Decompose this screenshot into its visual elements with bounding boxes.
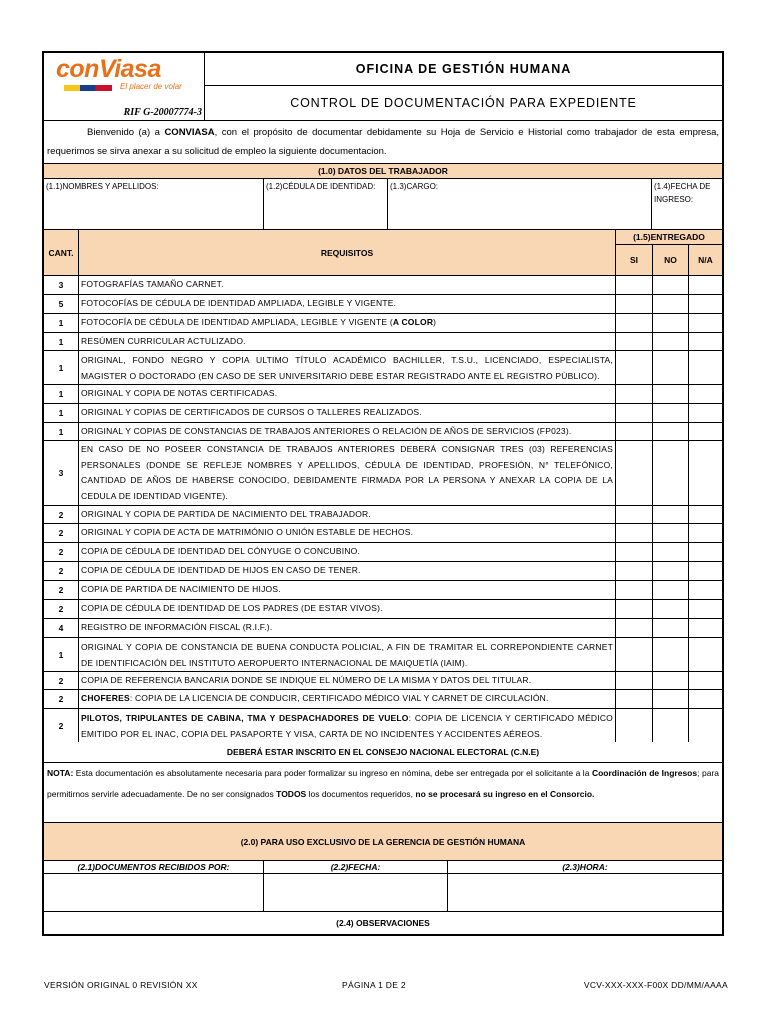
checkbox-na[interactable] <box>689 351 722 384</box>
table-row <box>44 672 722 690</box>
row-requisito <box>79 543 616 561</box>
checkbox-na[interactable] <box>689 619 722 637</box>
requisito-text: FOTOCOFÍA DE CÉDULA DE IDENTIDAD AMPLIADA, LEGIBLE Y VIGENTE ( <box>81 317 393 328</box>
entregado-title: (1.5)ENTREGADO <box>616 230 722 245</box>
checkbox-no[interactable] <box>653 709 689 742</box>
requisito-text: COPIA DE CÉDULA DE IDENTIDAD DE LOS PADRES (DE ESTAR VIVOS). <box>81 603 383 614</box>
checkbox-si[interactable] <box>616 423 653 440</box>
requisito-text-wrap <box>81 424 571 440</box>
conviasa-logo: conViasa <box>56 55 161 83</box>
row-cant: 2 <box>44 581 79 599</box>
checkbox-no[interactable] <box>653 333 689 350</box>
checkbox-no[interactable] <box>653 404 689 422</box>
checkbox-na[interactable] <box>689 423 722 440</box>
observaciones-label: (2.4) OBSERVACIONES <box>336 918 430 928</box>
control-title: CONTROL DE DOCUMENTACIÓN PARA EXPEDIENTE <box>290 96 637 110</box>
row-requisito <box>79 276 616 294</box>
requisito-bold: A COLOR <box>392 317 434 328</box>
row-cant: 2 <box>44 543 79 561</box>
checkbox-no[interactable] <box>653 600 689 618</box>
row-cant: 2 <box>44 524 79 542</box>
table-row <box>44 619 722 638</box>
checkbox-no[interactable] <box>653 543 689 561</box>
row-requisito <box>79 295 616 313</box>
logo-slogan: El placer de volar <box>120 82 182 91</box>
checkbox-si[interactable] <box>616 333 653 350</box>
row-requisito <box>79 404 616 422</box>
checkbox-no[interactable] <box>653 638 689 671</box>
checkbox-na[interactable] <box>689 543 722 561</box>
requisito-text-wrap <box>81 315 436 331</box>
requisito-text-wrap <box>81 405 422 421</box>
checkbox-no[interactable] <box>653 506 689 523</box>
row-cant: 1 <box>44 351 79 384</box>
requisito-text-wrap <box>81 691 549 707</box>
nota-b2: TODOS <box>276 789 307 799</box>
row-requisito <box>79 581 616 599</box>
nota-b3: no se procesará su ingreso en el Consorcio. <box>415 789 595 799</box>
requisito-text: : COPIA DE LA LICENCIA DE CONDUCIR, CERTIFICADO MÉDICO VIAL Y CARNET DE CIRCULACIÓN. <box>129 693 549 704</box>
requisito-text-wrap <box>81 525 413 541</box>
checkbox-no[interactable] <box>653 581 689 599</box>
section2-title: (2.0) PARA USO EXCLUSIVO DE LA GERENCIA DE GESTIÓN HUMANA <box>44 823 722 861</box>
cargo-label: (1.3)CARGO: <box>390 182 439 191</box>
row-cant: 1 <box>44 638 79 671</box>
row-cant: 1 <box>44 333 79 350</box>
col-na: N/A <box>689 245 722 275</box>
checkbox-na[interactable] <box>689 441 722 505</box>
requisito-text: : COPIA DE LICENCIA Y CERTIFICADO MÉDICO EMITIDO POR EL INAC, COPIA DEL PASAPORTE Y VISA, CARTA DE NO INCIDENTES Y ACCIDENTES AÉREOS. <box>81 713 613 739</box>
table-row <box>44 543 722 562</box>
fecha-ingreso-label: (1.4)FECHA DE INGRESO: <box>654 182 711 204</box>
table-row <box>44 333 722 351</box>
checkbox-na[interactable] <box>689 404 722 422</box>
row-cant: 1 <box>44 423 79 440</box>
requisito-text: ORIGINAL Y COPIA DE CONSTANCIA DE BUENA CONDUCTA POLICIAL, A FIN DE TRAMITAR EL CORREPONDIENTE CARNET DE IDENTIFICACIÓN DEL INSTITUTO AEROPUERTO INTERNACIONAL DE MAIQUETÍA (IAIM). <box>81 642 613 668</box>
checkbox-no[interactable] <box>653 385 689 403</box>
requisito-text: RESÚMEN CURRICULAR ACTULIZADO. <box>81 335 246 346</box>
recibidos-field[interactable] <box>44 874 264 911</box>
requisito-bold-prefix: PILOTOS, TRIPULANTES DE CABINA, TMA Y DESPACHADORES DE VUELO <box>81 713 409 723</box>
header-titles <box>205 53 722 120</box>
checkbox-na[interactable] <box>689 638 722 671</box>
reception-fields <box>44 874 722 912</box>
requisito-text: FOTOCOFÍAS DE CÉDULA DE IDENTIDAD AMPLIADA, LEGIBLE Y VIGENTE. <box>81 298 397 309</box>
requisito-text: ORIGINAL, FONDO NEGRO Y COPIA ULTIMO TÍTULO ACADÉMICO BACHILLER, T.S.U., LICENCIADO, ESPECIALISTA, MAGISTER O DOCTORADO (EN CASO DE SER UNIVERSITARIO DEBE ESTAR REGISTRADO ANTE EL REGISTRO PÚBLICO). <box>81 355 613 381</box>
requisito-text: FOTOGRAFÍAS TAMAÑO CARNET. <box>81 279 224 290</box>
row-cant: 2 <box>44 562 79 580</box>
row-requisito <box>79 600 616 618</box>
checkbox-no[interactable] <box>653 690 689 708</box>
row-cant: 2 <box>44 690 79 708</box>
row-requisito <box>79 562 616 580</box>
nota-label: NOTA: <box>47 768 74 778</box>
row-cant: 1 <box>44 314 79 332</box>
row-requisito <box>79 638 616 671</box>
checkbox-si[interactable] <box>616 276 653 294</box>
table-row <box>44 506 722 524</box>
table-row <box>44 581 722 600</box>
checkbox-no[interactable] <box>653 441 689 505</box>
requisito-text: COPIA DE CÉDULA DE IDENTIDAD DEL CÓNYUGE O CONCUBINO. <box>81 546 361 557</box>
row-requisito <box>79 506 616 523</box>
checkbox-si[interactable] <box>616 581 653 599</box>
requisito-after: ) <box>433 317 437 328</box>
col-si: SI <box>616 245 653 275</box>
checkbox-na[interactable] <box>689 333 722 350</box>
cargo-field[interactable] <box>388 179 652 229</box>
col-cant: CANT. <box>44 230 79 275</box>
requisito-text-wrap <box>81 386 277 402</box>
requisito-text-wrap <box>81 507 371 523</box>
checkbox-no[interactable] <box>653 524 689 542</box>
requisito-text-wrap <box>81 296 396 312</box>
rif-number: RIF G-20007774-3 <box>123 107 202 118</box>
requisito-text: EN CASO DE NO POSEER CONSTANCIA DE TRABAJOS ANTERIORES DEBERÁ CONSIGNAR TRES (03) REFERENCIAS PERSONALES (DONDE SE REFLEJE NOMBRES Y APELLIDOS, CÉDULA DE IDENTIDAD, PROFESIÓN, N° TELEFÓNICO, CANTIDAD DE AÑOS DE HABERSE CONOCIDO, DEBIDAMENTE FIRMADA POR LA PERSONA Y ANEXAR LA COPIA DE LA CEDULA DE IDENTIDAD VIGENTE). <box>81 444 613 501</box>
office-title: OFICINA DE GESTIÓN HUMANA <box>205 53 722 86</box>
checkbox-si[interactable] <box>616 441 653 505</box>
table-row <box>44 638 722 672</box>
table-row <box>44 524 722 543</box>
checkbox-na[interactable] <box>689 385 722 403</box>
table-row <box>44 709 722 742</box>
nota-b1: Coordinación de Ingresos <box>591 768 698 778</box>
row-cant: 2 <box>44 709 79 742</box>
checkbox-no[interactable] <box>653 295 689 313</box>
reception-header <box>44 861 722 874</box>
requisito-text-wrap <box>81 355 613 381</box>
checkbox-si[interactable] <box>616 314 653 332</box>
table-row <box>44 404 722 423</box>
row-cant: 1 <box>44 385 79 403</box>
requisito-text-wrap <box>81 713 613 739</box>
row-cant: 1 <box>44 404 79 422</box>
checkbox-si[interactable] <box>616 672 653 689</box>
nota-t2: ; para permitirnos servirle adecuadamente. De no ser consignados <box>47 768 719 799</box>
requisito-text: COPIA DE CÉDULA DE IDENTIDAD DE HIJOS EN CASO DE TENER. <box>81 565 361 576</box>
welcome-paragraph <box>44 121 722 164</box>
logo-flag-bar <box>64 85 112 91</box>
row-cant: 3 <box>44 276 79 294</box>
table-row <box>44 562 722 581</box>
worker-data-row <box>44 179 722 230</box>
row-requisito <box>79 709 616 742</box>
row-cant: 5 <box>44 295 79 313</box>
row-requisito <box>79 524 616 542</box>
nombres-label: (1.1)NOMBRES Y APELLIDOS: <box>46 182 159 191</box>
checkbox-si[interactable] <box>616 638 653 671</box>
requisito-text: ORIGINAL Y COPIA DE ACTA DE MATRIMÓNIO O UNIÓN ESTABLE DE HECHOS. <box>81 527 414 538</box>
checkbox-no[interactable] <box>653 562 689 580</box>
checkbox-si[interactable] <box>616 385 653 403</box>
checkbox-na[interactable] <box>689 690 722 708</box>
table-row <box>44 351 722 385</box>
requisito-text-wrap <box>81 544 360 560</box>
checkbox-si[interactable] <box>616 709 653 742</box>
checkbox-no[interactable] <box>653 672 689 689</box>
requisito-text-wrap <box>81 563 361 579</box>
table-row <box>44 441 722 506</box>
requisito-text: REGISTRO DE INFORMACIÓN FISCAL (R.I.F.). <box>81 622 273 633</box>
table-row <box>44 690 722 709</box>
requisito-text-wrap <box>81 334 246 350</box>
checkbox-si[interactable] <box>616 690 653 708</box>
row-cant: 4 <box>44 619 79 637</box>
requisito-text: ORIGINAL Y COPIAS DE CERTIFICADOS DE CURSOS O TALLERES REALIZADOS. <box>81 407 422 418</box>
checkbox-na[interactable] <box>689 295 722 313</box>
row-requisito <box>79 672 616 689</box>
row-cant: 2 <box>44 672 79 689</box>
welcome-post: , con el propósito de documentar debidamente su Hoja de Servicio e Historial como trabajador de esta empresa, requerimos se sirva anexar a su solicitud de empleo la siguiente documentacion. <box>47 127 719 157</box>
nota-t3: los documentos requeridos, <box>306 789 416 799</box>
checkbox-si[interactable] <box>616 524 653 542</box>
checkbox-no[interactable] <box>653 276 689 294</box>
checkbox-no[interactable] <box>653 423 689 440</box>
row-requisito <box>79 314 616 332</box>
checkbox-na[interactable] <box>689 524 722 542</box>
requisito-text: ORIGINAL Y COPIAS DE CONSTANCIAS DE TRABAJOS ANTERIORES O RELACIÓN DE AÑOS DE SERVICIOS (FP023). <box>81 425 572 436</box>
requisito-text: ORIGINAL Y COPIA DE NOTAS CERTIFICADAS. <box>81 388 278 399</box>
footer-code: VCV-XXX-XXX-F00X DD/MM/AAAA <box>583 980 728 990</box>
row-requisito <box>79 441 616 505</box>
requisito-text: ORIGINAL Y COPIA DE PARTIDA DE NACIMIENTO DEL TRABAJADOR. <box>81 508 371 519</box>
checkbox-si[interactable] <box>616 619 653 637</box>
fecha-label: (2.2)FECHA: <box>264 861 448 873</box>
row-requisito <box>79 619 616 637</box>
nombres-field[interactable] <box>44 179 264 229</box>
checkbox-na[interactable] <box>689 672 722 689</box>
requisito-text-wrap <box>81 444 613 501</box>
requisito-text-wrap <box>81 673 531 689</box>
requisito-text-wrap <box>81 642 613 668</box>
row-requisito <box>79 351 616 384</box>
requisito-bold-prefix: CHOFERES <box>81 693 130 704</box>
requisito-text: COPIA DE PARTIDA DE NACIMIENTO DE HIJOS. <box>81 584 281 595</box>
checkbox-na[interactable] <box>689 581 722 599</box>
table-row <box>44 600 722 619</box>
checkbox-si[interactable] <box>616 404 653 422</box>
entregado-subcols <box>616 245 722 275</box>
col-requisitos: REQUISITOS <box>79 230 616 275</box>
checkbox-si[interactable] <box>616 562 653 580</box>
checkbox-na[interactable] <box>689 709 722 742</box>
requisito-text: COPIA DE REFERENCIA BANCARIA DONDE SE INDIQUE EL NÚMERO DE LA MISMA Y DATOS DEL TITULAR. <box>81 674 532 685</box>
row-cant: 3 <box>44 441 79 505</box>
checkbox-na[interactable] <box>689 600 722 618</box>
row-cant: 2 <box>44 600 79 618</box>
table-row <box>44 314 722 333</box>
requisito-text-wrap <box>81 601 383 617</box>
cne-notice: DEBERÁ ESTAR INSCRITO EN EL CONSEJO NACIONAL ELECTORAL (C.N.E) <box>44 742 722 763</box>
checkbox-no[interactable] <box>653 351 689 384</box>
recibidos-label: (2.1)DOCUMENTOS RECIBIDOS POR: <box>44 861 264 873</box>
footer-version: VERSIÓN ORIGINAL 0 REVISIÓN XX <box>44 980 198 990</box>
requisito-text-wrap <box>81 277 224 293</box>
hora-field[interactable] <box>448 874 722 911</box>
welcome-pre: Bienvenido (a) a <box>87 127 165 138</box>
table-row <box>44 276 722 295</box>
table-row <box>44 385 722 404</box>
form-header <box>44 53 722 121</box>
checkbox-na[interactable] <box>689 562 722 580</box>
row-requisito <box>79 423 616 440</box>
nota-t1: Esta documentación es absolutamente necesaria para poder formalizar su ingreso en nómina, debe ser entregada por el solicitante a la <box>73 768 592 778</box>
row-cant: 2 <box>44 506 79 523</box>
checkbox-no[interactable] <box>653 314 689 332</box>
welcome-brand: CONVIASA <box>164 127 215 138</box>
hora-label: (2.3)HORA: <box>562 862 608 872</box>
checkbox-na[interactable] <box>689 314 722 332</box>
nota-paragraph <box>44 763 722 823</box>
requisito-text-wrap <box>81 620 272 636</box>
checkbox-si[interactable] <box>616 600 653 618</box>
requirements-header <box>44 230 722 276</box>
table-row <box>44 423 722 441</box>
checkbox-si[interactable] <box>616 351 653 384</box>
table-row <box>44 295 722 314</box>
requisito-text-wrap <box>81 582 281 598</box>
checkbox-si[interactable] <box>616 295 653 313</box>
cedula-field[interactable] <box>264 179 388 229</box>
row-requisito <box>79 385 616 403</box>
requirements-body <box>44 276 722 742</box>
fecha-field[interactable] <box>264 874 448 911</box>
checkbox-si[interactable] <box>616 506 653 523</box>
checkbox-na[interactable] <box>689 506 722 523</box>
row-requisito <box>79 690 616 708</box>
col-no: NO <box>653 245 689 275</box>
fecha-ingreso-field[interactable] <box>652 179 722 229</box>
checkbox-no[interactable] <box>653 619 689 637</box>
row-requisito <box>79 333 616 350</box>
logo-box <box>44 53 205 120</box>
cedula-label: (1.2)CÉDULA DE IDENTIDAD: <box>266 182 376 191</box>
footer-page: PÁGINA 1 DE 2 <box>342 980 406 990</box>
checkbox-si[interactable] <box>616 543 653 561</box>
section1-title: (1.0) DATOS DEL TRABAJADOR <box>44 164 722 179</box>
checkbox-na[interactable] <box>689 276 722 294</box>
document-form <box>42 51 724 936</box>
col-entregado <box>616 230 722 275</box>
